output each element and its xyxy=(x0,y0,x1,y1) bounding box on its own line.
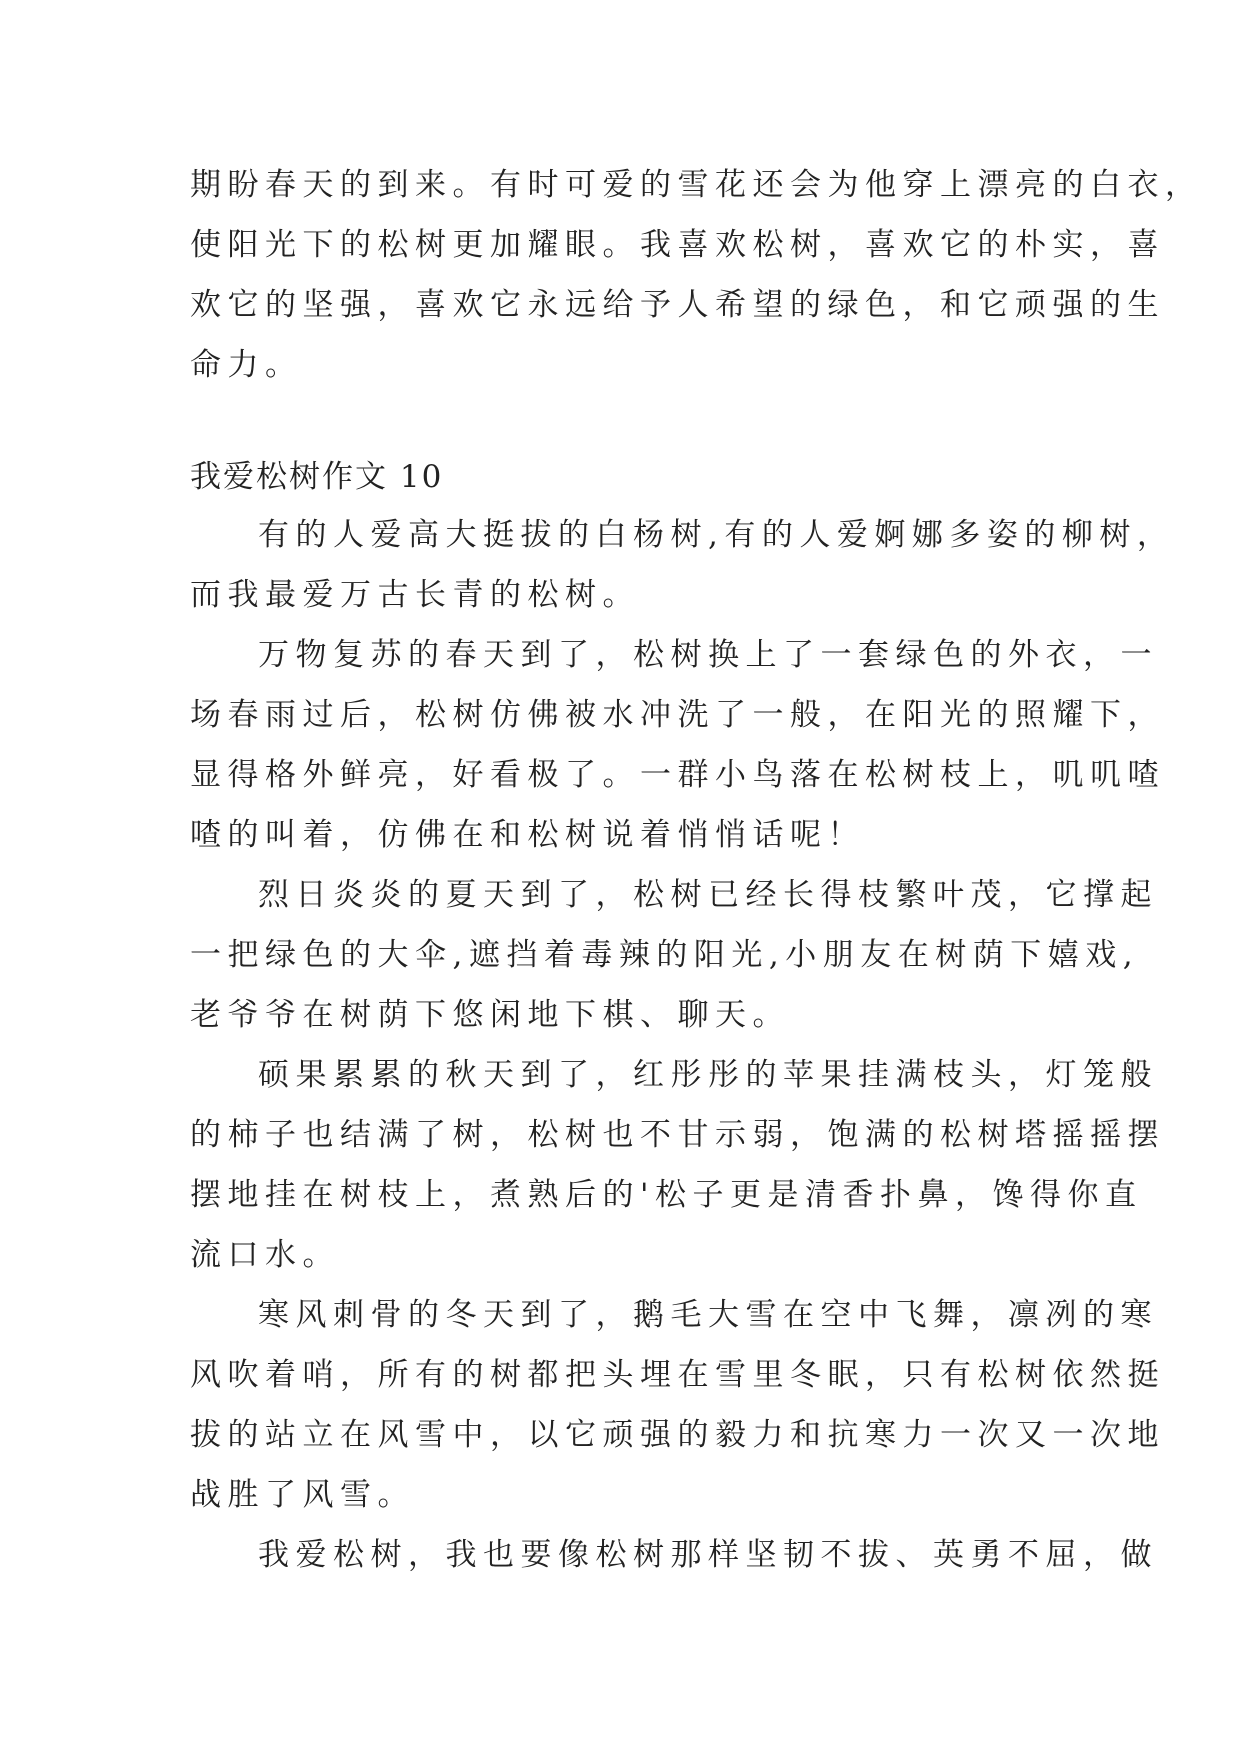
text-line: 而我最爱万古长青的松树。 xyxy=(190,577,640,613)
text-line: 期盼春天的到来。有时可爱的雪花还会为他穿上漂亮的白衣， xyxy=(190,167,1203,203)
text-line: 硕果累累的秋天到了，红彤彤的苹果挂满枝头，灯笼般 xyxy=(258,1057,1158,1093)
text-line: 摆地挂在树枝上，煮熟后的'松子更是清香扑鼻，馋得你直 xyxy=(190,1177,1143,1213)
text-line: 场春雨过后，松树仿佛被水冲洗了一般，在阳光的照耀下， xyxy=(190,697,1165,733)
essay-title: 我爱松树作文 10 xyxy=(190,459,444,495)
text-line: 我爱松树，我也要像松树那样坚韧不拔、英勇不屈，做 xyxy=(258,1537,1158,1573)
text-line: 命力。 xyxy=(190,347,303,383)
text-line: 流口水。 xyxy=(190,1237,340,1273)
text-line: 的柿子也结满了树，松树也不甘示弱，饱满的松树塔摇摇摆 xyxy=(190,1117,1165,1153)
text-line: 老爷爷在树荫下悠闲地下棋、聊天。 xyxy=(190,997,790,1033)
text-line: 使阳光下的松树更加耀眼。我喜欢松树，喜欢它的朴实，喜 xyxy=(190,227,1165,263)
text-line: 喳的叫着，仿佛在和松树说着悄悄话呢！ xyxy=(190,817,865,853)
text-line: 拔的站立在风雪中，以它顽强的毅力和抗寒力一次又一次地 xyxy=(190,1417,1165,1453)
text-line: 一把绿色的大伞,遮挡着毒辣的阳光,小朋友在树荫下嬉戏, xyxy=(190,937,1140,973)
text-line: 显得格外鲜亮，好看极了。一群小鸟落在松树枝上，叽叽喳 xyxy=(190,757,1165,793)
text-line: 战胜了风雪。 xyxy=(190,1477,415,1513)
text-line: 寒风刺骨的冬天到了，鹅毛大雪在空中飞舞，凛冽的寒 xyxy=(258,1297,1158,1333)
text-line: 欢它的坚强，喜欢它永远给予人希望的绿色，和它顽强的生 xyxy=(190,287,1165,323)
text-line: 有的人爱高大挺拔的白杨树,有的人爱婀娜多姿的柳树， xyxy=(258,517,1175,553)
text-line: 万物复苏的春天到了，松树换上了一套绿色的外衣，一 xyxy=(258,637,1158,673)
text-line: 风吹着哨，所有的树都把头埋在雪里冬眠，只有松树依然挺 xyxy=(190,1357,1165,1393)
text-line: 烈日炎炎的夏天到了，松树已经长得枝繁叶茂，它撑起 xyxy=(258,877,1158,913)
